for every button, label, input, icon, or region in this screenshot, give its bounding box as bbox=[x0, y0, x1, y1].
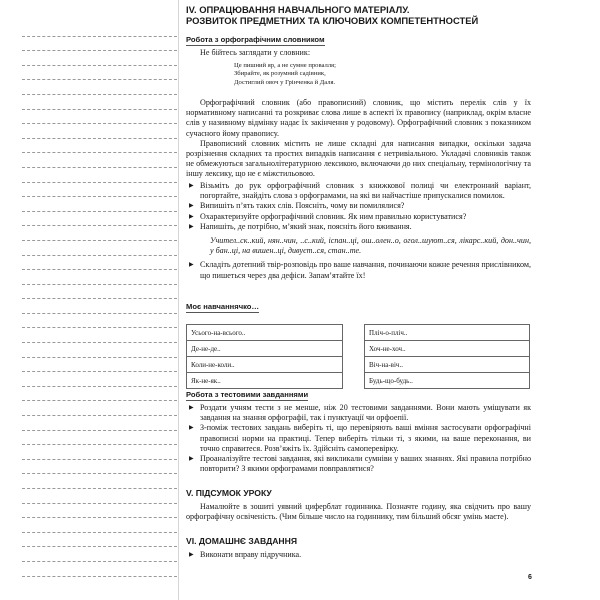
task-item bbox=[186, 423, 531, 454]
task-item bbox=[186, 181, 531, 201]
task-text: Виконати вправу підручника. bbox=[200, 550, 302, 559]
task-item bbox=[186, 550, 531, 560]
note-line bbox=[22, 460, 177, 475]
task-item bbox=[186, 222, 531, 232]
section-6-block bbox=[186, 536, 531, 560]
words-table bbox=[186, 324, 530, 389]
task-text: Проаналізуйте тестові завдання, які викликали сумніви у ваших знаннях. Які правила потрібно повторити? З якими орфограмами повправлятися? bbox=[200, 454, 531, 474]
paragraph-1: Орфографічний словник (або правописний) словник, що містить перелік слів у їх нормативному написанні та розкриває слова лише в аспекті їх правопису (наприклад, окрім власне слів у називному відмінку надає їх закінчення у родовому). Орфографічний словник з показником сучасного йому правопису. bbox=[186, 98, 531, 138]
poem-line: Достиглий овоч у Грінченка й Даля. bbox=[234, 78, 336, 86]
bullet-triangle-icon: ▶ bbox=[189, 262, 194, 269]
section-5-title: V. ПІДСУМОК УРОКУ bbox=[186, 488, 272, 498]
note-line bbox=[22, 256, 177, 271]
table-gap bbox=[342, 357, 364, 373]
note-line bbox=[22, 562, 177, 577]
bullet-triangle-icon: ▶ bbox=[189, 456, 194, 463]
note-line bbox=[22, 533, 177, 548]
table-cell: Усього-на-всього.. bbox=[187, 325, 343, 341]
my-study-subtitle: Моє навчаннячко… bbox=[186, 302, 260, 311]
table-row bbox=[187, 341, 530, 357]
note-line bbox=[22, 212, 177, 227]
task-item bbox=[186, 403, 531, 423]
dictionary-paragraphs bbox=[186, 98, 531, 180]
note-line bbox=[22, 416, 177, 431]
note-line bbox=[22, 343, 177, 358]
note-line bbox=[22, 168, 177, 183]
note-line bbox=[22, 51, 177, 66]
note-line bbox=[22, 285, 177, 300]
section-5-text: Намалюйте в зошиті уявний циферблат годинника. Позначте годину, яка свідчить про вашу орфографічну освіченість. (Чим більше число на годиннику, тим більший обсяг умінь маєте). bbox=[186, 502, 531, 522]
bullet-triangle-icon: ▶ bbox=[189, 405, 194, 411]
note-line bbox=[22, 358, 177, 373]
note-line bbox=[22, 518, 177, 533]
note-line bbox=[22, 547, 177, 562]
margin-separator bbox=[178, 0, 179, 600]
bullet-triangle-icon: ▶ bbox=[189, 552, 194, 558]
section-5-block bbox=[186, 488, 531, 522]
task-text: З-поміж тестових завдань виберіть ті, що перевіряють ваші вміння застосувати орфографічні правописні норми на практиці. Тепер виберіть тільки ті, з якими, на ваше переконання, ви точно справитеся. Розв’яжіть їх. Здійсніть самоперевірку. bbox=[200, 423, 531, 453]
note-line bbox=[22, 226, 177, 241]
section-6-title: VI. ДОМАШНЄ ЗАВДАННЯ bbox=[186, 536, 298, 546]
task-text: Складіть дотепний твір-розповідь про ваше навчання, починаючи кожне речення прислівником, що пишеться через два дефіси. Запам’ятайте їх! bbox=[200, 260, 531, 280]
poem-line: Збирайте, як розумний садівник, bbox=[234, 70, 326, 78]
bullet-triangle-icon: ▶ bbox=[189, 213, 194, 220]
task-text: Випишіть п’ять таких слів. Поясніть, чому ви помилялися? bbox=[200, 201, 405, 211]
paragraph-2: Правописний словник містить не лише складні для написання випадки, оскільки задача розрізнення складних та простих випадків написання є нетривіальною. Укладачі словників також не обмежуються загальнолітературною лексикою, включаючи до них спеціальну, термінологічну та іншу лексику, що не є міжстильовою. bbox=[186, 138, 531, 179]
note-line bbox=[22, 489, 177, 504]
note-line bbox=[22, 22, 177, 37]
task-text: Роздати учням тести з не менше, ніж 20 тестовими завданнями. Вони мають уміщувати як завдання на знання орфографії, так і пунктуації чи орфоепії. bbox=[200, 403, 531, 423]
bullet-triangle-icon: ▶ bbox=[189, 425, 194, 432]
poem bbox=[186, 62, 531, 87]
note-line bbox=[22, 445, 177, 460]
note-line bbox=[22, 474, 177, 489]
table-cell: Віч-на-віч.. bbox=[365, 357, 530, 373]
margin-note-lines bbox=[22, 22, 177, 577]
note-line bbox=[22, 153, 177, 168]
task-text: Охарактеризуйте орфографічний словник. Як ним правильно користуватися? bbox=[200, 211, 467, 221]
note-line bbox=[22, 80, 177, 95]
test-work-block bbox=[186, 384, 531, 474]
table-cell: Де-не-де.. bbox=[187, 341, 343, 357]
note-line bbox=[22, 299, 177, 314]
task-item bbox=[186, 454, 531, 474]
test-work-subtitle: Робота з тестовими завданнями bbox=[186, 390, 309, 399]
table-row bbox=[187, 357, 530, 373]
task-item bbox=[186, 201, 531, 211]
table-gap bbox=[342, 325, 364, 341]
dictionary-intro: Не бійтесь заглядати у словник: bbox=[200, 48, 311, 57]
note-line bbox=[22, 124, 177, 139]
note-line bbox=[22, 66, 177, 81]
bullet-triangle-icon: ▶ bbox=[189, 223, 194, 230]
dictionary-work-block bbox=[186, 29, 531, 87]
note-line bbox=[22, 183, 177, 198]
note-line bbox=[22, 504, 177, 519]
section-4-title-line2: РОЗВИТОК ПРЕДМЕТНИХ ТА КЛЮЧОВИХ КОМПЕТЕНТНОСТЕЙ bbox=[186, 15, 479, 26]
section-4-heading bbox=[186, 4, 531, 26]
table-gap bbox=[342, 341, 364, 357]
note-line bbox=[22, 241, 177, 256]
dictionary-tasks bbox=[186, 181, 531, 281]
bullet-triangle-icon: ▶ bbox=[189, 183, 194, 189]
note-line bbox=[22, 431, 177, 446]
task-item bbox=[186, 260, 531, 280]
note-line bbox=[22, 139, 177, 154]
note-line bbox=[22, 197, 177, 212]
page-number: 6 bbox=[528, 574, 532, 581]
dictionary-work-subtitle: Робота з орфографічним словником bbox=[186, 35, 325, 44]
task-item bbox=[186, 212, 531, 222]
poem-line: Це пишний яр, а не сумне провалля; bbox=[234, 62, 336, 70]
note-line bbox=[22, 270, 177, 285]
note-line bbox=[22, 37, 177, 52]
table-cell: Коли-не-коли.. bbox=[187, 357, 343, 373]
note-line bbox=[22, 110, 177, 125]
note-line bbox=[22, 401, 177, 416]
bullet-triangle-icon: ▶ bbox=[189, 203, 194, 210]
table-cell: Будь-що-будь.. bbox=[365, 373, 530, 389]
section-4-title-line1: IV. ОПРАЦЮВАННЯ НАВЧАЛЬНОГО МАТЕРІАЛУ. bbox=[186, 4, 410, 15]
note-line bbox=[22, 372, 177, 387]
task-text: Напишіть, де потрібно, м’який знак, поясніть його вживання. bbox=[200, 221, 412, 231]
table-cell: Хоч-не-хоч.. bbox=[365, 341, 530, 357]
note-line bbox=[22, 387, 177, 402]
my-study-block bbox=[186, 296, 531, 389]
exercise-text: Учител..ск..кий, нян..чин, ..с..кий, іспан..ці, ош..олен..о, огол..шуют..ся, лікарс..кий, дон..чин, у бан..ці, на вишен..ці, дивуєт..ся, стан..те. bbox=[210, 236, 531, 256]
note-line bbox=[22, 95, 177, 110]
table-cell: Як-не-як.. bbox=[187, 373, 343, 389]
table-row bbox=[187, 325, 530, 341]
table-cell: Пліч-о-пліч.. bbox=[365, 325, 530, 341]
task-text: Візьміть до рук орфографічний словник з книжкової полиці чи електронний варіант, погортайте, знайдіть слова з орфограмами, на які ви найчастіше припускалися помилок. bbox=[200, 181, 531, 201]
note-line bbox=[22, 328, 177, 343]
note-line bbox=[22, 314, 177, 329]
